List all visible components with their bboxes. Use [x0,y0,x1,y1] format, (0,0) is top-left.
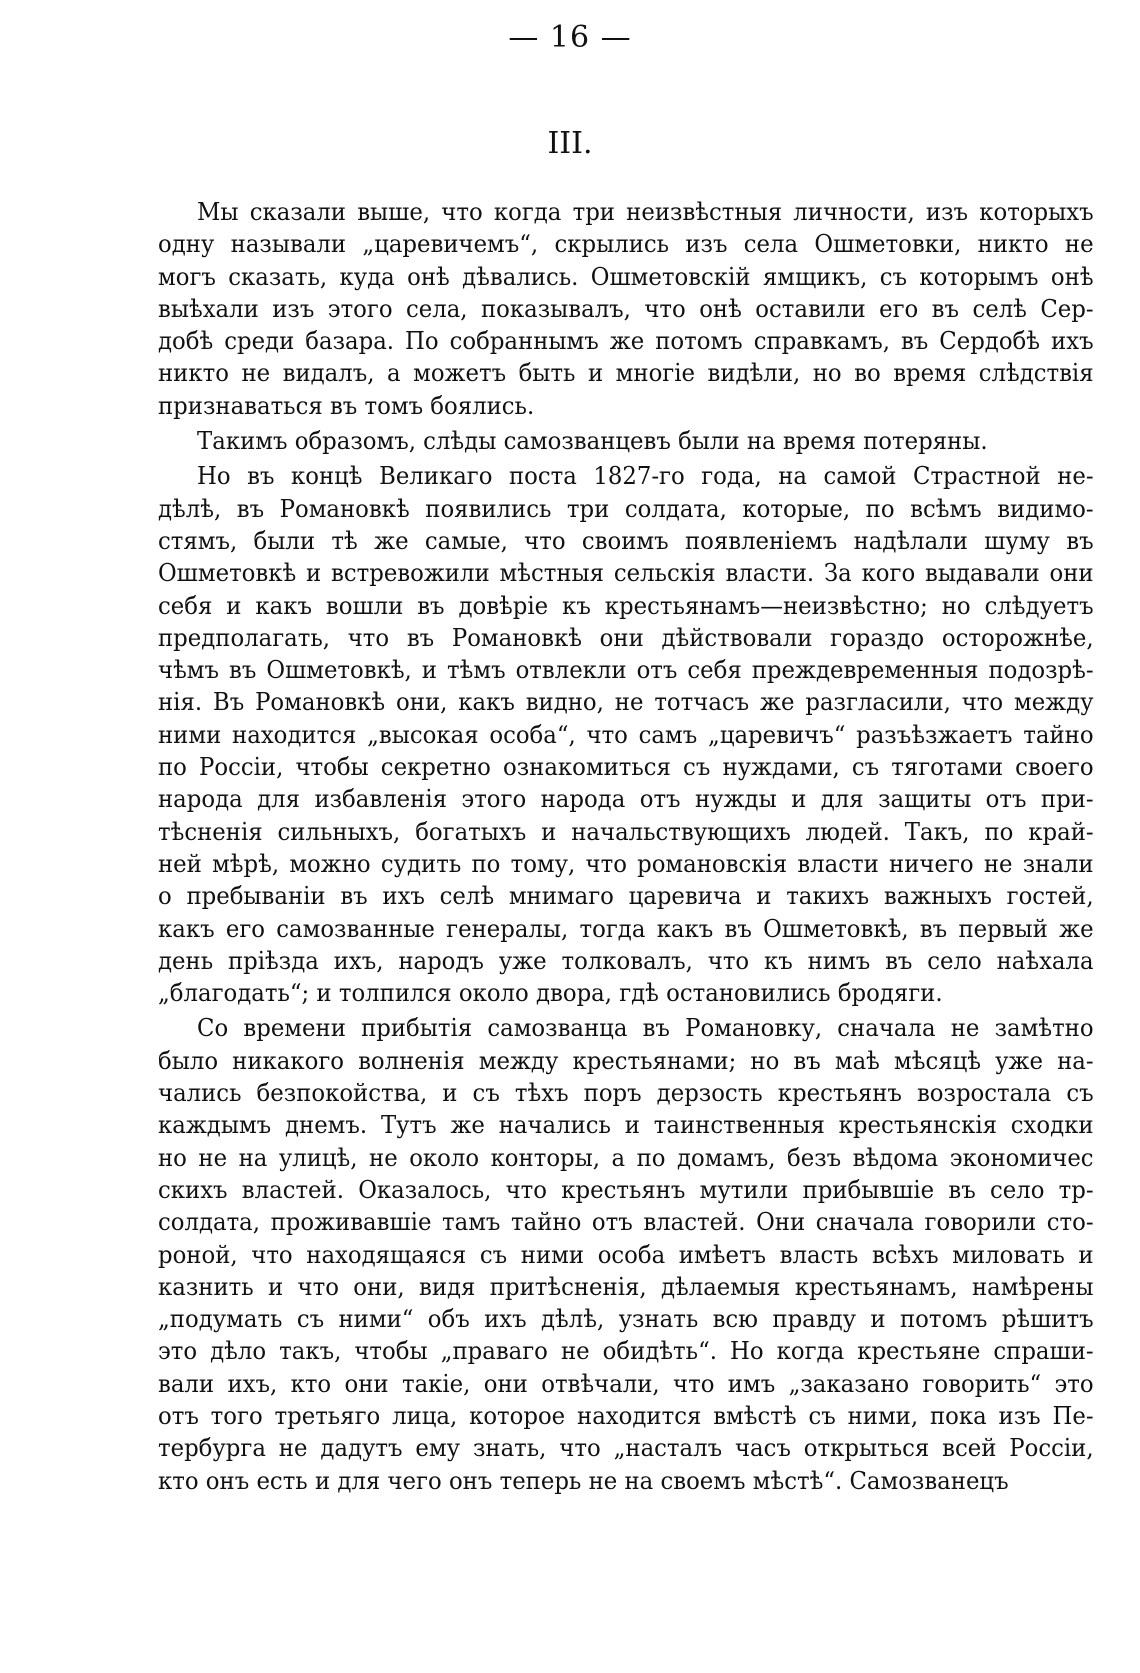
text-line: о пребываніи въ ихъ селѣ мнимаго царевича и такихъ важныхъ гостей, [158,881,1094,911]
text-line: Но въ концѣ Великаго поста 1827-го года, на самой Страстной не- [197,461,1094,491]
text-line: казнить и что они, видя притѣсненія, дѣлаемыя крестьянамъ, намѣрены [158,1271,1094,1301]
text-line: признаваться въ томъ боялись. [158,390,535,420]
text-line: отъ того третьяго лица, которое находится вмѣстѣ съ ними, пока изъ Пе- [158,1400,1094,1430]
paragraph [158,1012,1094,1496]
paragraph [158,425,1094,457]
text-line: Со времени прибытія самозванца въ Романовку, сначала не замѣтно [197,1013,1094,1043]
text-line: тербурга не дадутъ ему знать, что „насталъ часъ открыться всей Россіи, [158,1433,1094,1463]
text-line: каждымъ днемъ. Тутъ же начались и таинственныя крестьянскія сходки [158,1110,1094,1140]
text-line: ними находится „высокая особа“, что самъ „царевичъ“ разъѣзжаетъ тайно [158,719,1094,749]
text-line: это дѣло такъ, чтобы „праваго не обидѣть“. Но когда крестьяне спраши- [158,1336,1094,1366]
text-line: Мы сказали выше, что когда три неизвѣстныя личности, изъ которыхъ [197,197,1094,226]
text-line: вали ихъ, кто они такіе, они отвѣчали, что имъ „заказано говорить“ это [158,1368,1094,1398]
text-line: день пріѣзда ихъ, народъ уже толковалъ, что къ нимъ въ село наѣхала [158,945,1094,975]
text-line: кто онъ есть и для чего онъ теперь не на своемъ мѣстѣ“. Самозванецъ [158,1465,1009,1495]
text-line: „благодать“; и толпился около двора, гдѣ остановились бродяги. [158,978,943,1008]
text-line: роной, что находящаяся съ ними особа имѣетъ власть всѣхъ миловать и [158,1239,1094,1269]
page-number: — 16 — [508,20,632,55]
text-line: тѣсненія сильныхъ, богатыхъ и начальствующихъ людей. Такъ, по край- [158,816,1094,846]
text-line: предполагать, что въ Романовкѣ они дѣйствовали гораздо осторожнѣе, [158,622,1094,652]
text-line: „подумать съ ними“ объ ихъ дѣлѣ, узнать всю правду и потомъ рѣшитъ [158,1304,1094,1334]
text-line: солдата, проживавшіе тамъ тайно отъ властей. Они сначала говорили сто- [158,1207,1094,1237]
text-line: чались безпокойства, и съ тѣхъ поръ дерзость крестьянъ возростала съ [158,1078,1094,1108]
text-line: могъ сказать, куда онѣ дѣвались. Ошметовскій ямщикъ, съ которымъ онѣ [158,261,1094,291]
text-line: было никакого волненія между крестьянами; но въ маѣ мѣсяцѣ уже на- [158,1045,1094,1075]
text-line: чѣмъ въ Ошметовкѣ, и тѣмъ отвлекли отъ себя преждевременныя подозрѣ- [158,655,1094,685]
text-line: Ошметовкѣ и встревожили мѣстныя сельскія власти. За кого выдавали они [158,558,1094,588]
text-line: Такимъ образомъ, слѣды самозванцевъ были на время потеряны. [197,426,988,456]
text-line: одну называли „царевичемъ“, скрылись изъ села Ошметовки, никто не [158,229,1094,259]
text-line: по Россіи, чтобы секретно ознакомиться съ нуждами, съ тяготами своего [158,752,1094,782]
body-text [158,196,1094,1500]
text-line: добѣ среди базара. По собраннымъ же потомъ справкамъ, въ Сердобѣ ихъ [158,326,1094,356]
text-line: ней мѣрѣ, можно судить по тому, что романовскія власти ничего не знали [158,848,1094,878]
paragraph [158,196,1094,422]
text-line: себя и какъ вошли въ довѣріе къ крестьянамъ—неизвѣстно; но слѣдуетъ [158,590,1094,620]
text-line: скихъ властей. Оказалось, что крестьянъ мутили прибывшіе въ село тр- [158,1174,1094,1204]
text-line: какъ его самозванные генералы, тогда какъ въ Ошметовкѣ, въ первый же [158,913,1094,943]
text-line: нія. Въ Романовкѣ они, какъ видно, не тотчасъ же разгласили, что между [158,687,1094,717]
text-line: стямъ, были тѣ же самые, что своимъ появленіемъ надѣлали шуму въ [158,525,1094,555]
text-line: выѣхали изъ этого села, показывалъ, что онѣ оставили его въ селѣ Сер- [158,293,1094,323]
text-line: никто не видалъ, а можетъ быть и многіе видѣли, но во время слѣдствія [158,358,1094,388]
text-line: но не на улицѣ, не около конторы, а по домамъ, безъ вѣдома экономичес [158,1142,1094,1172]
chapter-heading: III. [547,126,593,161]
paragraph [158,460,1094,1009]
text-line: дѣлѣ, въ Романовкѣ появились три солдата, которые, по всѣмъ видимо- [158,493,1094,523]
text-line: народа для избавленія этого народа отъ нужды и для защиты отъ при- [158,784,1094,814]
